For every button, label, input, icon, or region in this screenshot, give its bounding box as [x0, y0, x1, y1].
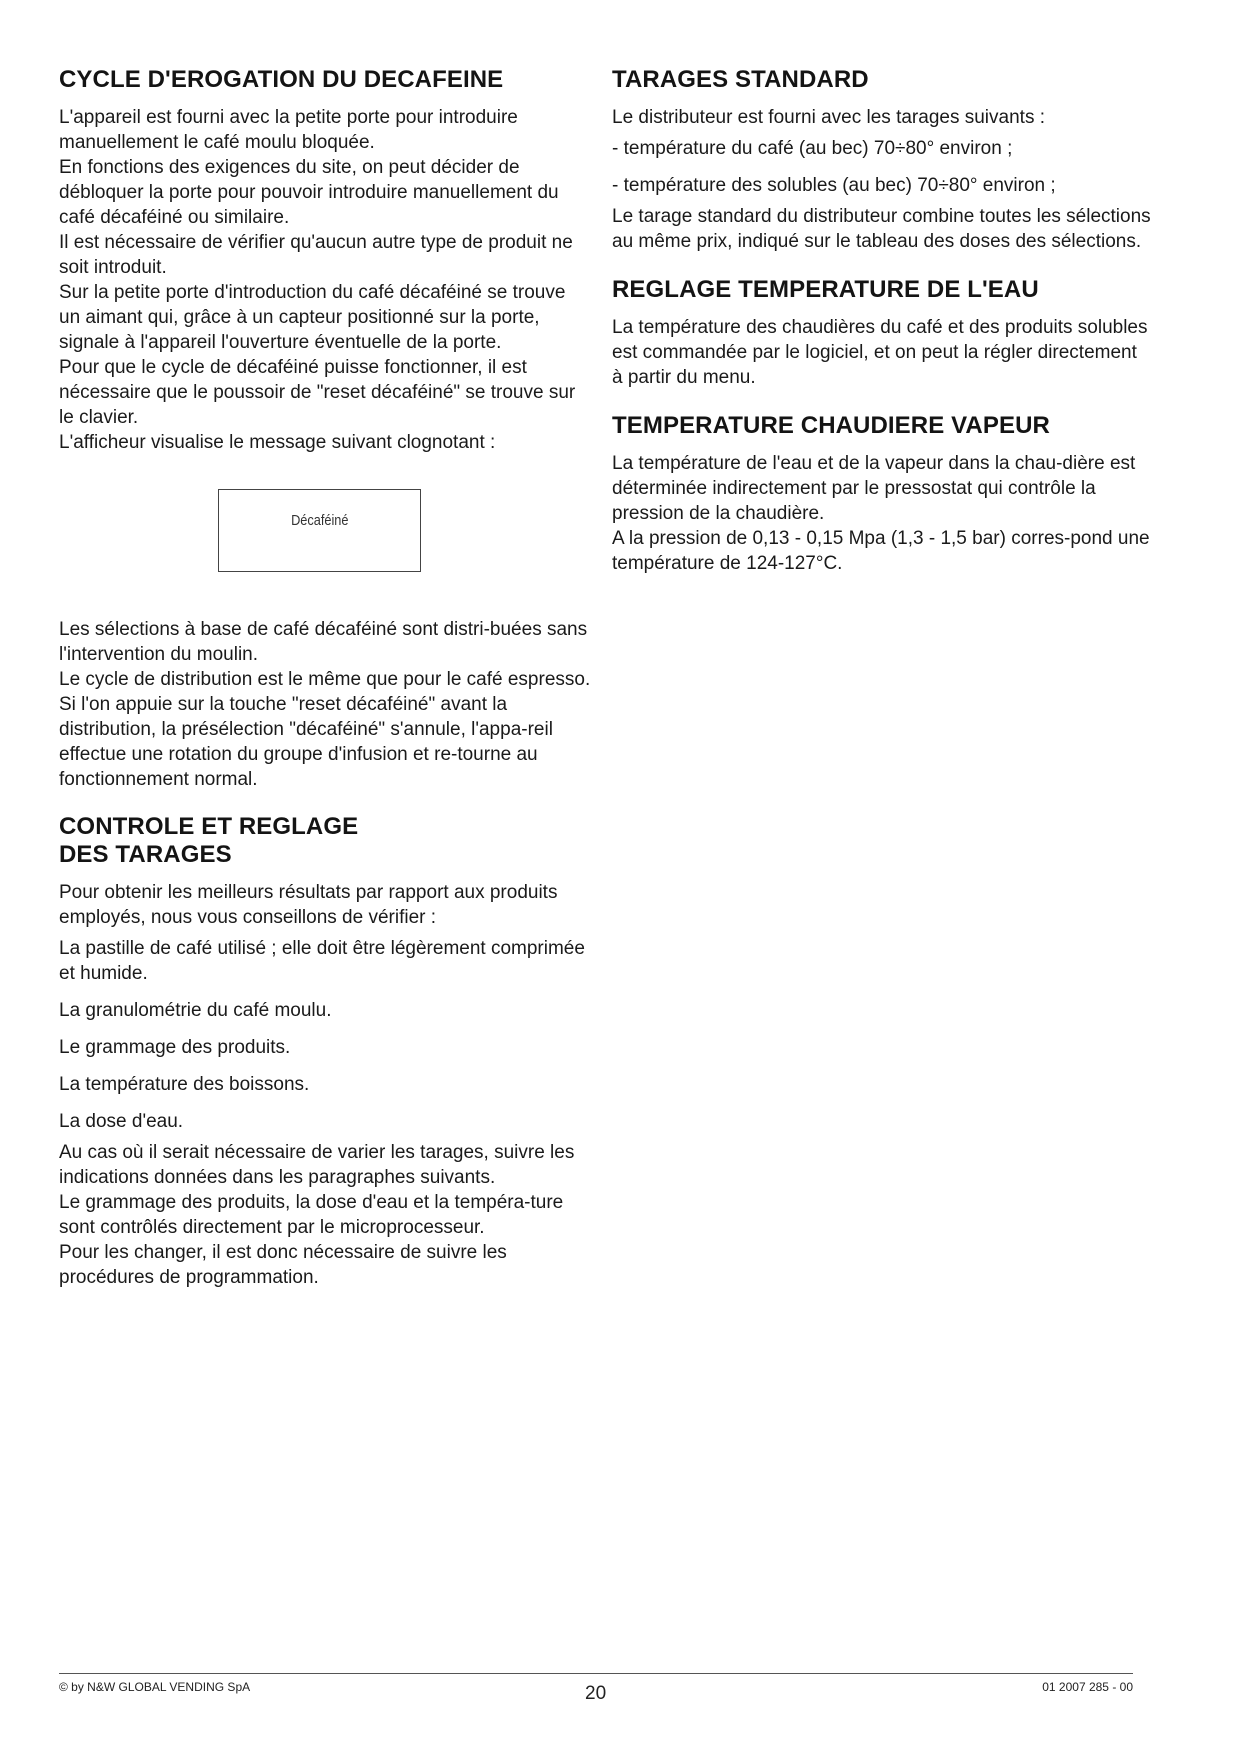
heading-line: CONTROLE ET REGLAGE: [59, 813, 359, 840]
list-item: - température des solubles (au bec) 70÷80° environ ;: [612, 175, 1056, 196]
page-number: 20: [585, 1683, 607, 1704]
paragraph: Au cas où il serait nécessaire de varier les tarages, suivre les indications données dans les paragraphes suivants.: [59, 1142, 575, 1188]
paragraph: Pour les changer, il est donc nécessaire de suivre les procédures de programmation.: [59, 1242, 507, 1288]
checklist-item: La granulométrie du café moulu.: [59, 1000, 332, 1021]
checklist-item: Le grammage des produits.: [59, 1037, 291, 1058]
paragraph: Si l'on appuie sur la touche "reset décaféiné" avant la distribution, la présélection "décaféiné" s'annule, l'appa-reil effectue une rotation du groupe d'infusion et re-tourne au fonctionnement normal.: [59, 694, 553, 790]
paragraph: Les sélections à base de café décaféiné sont distri-buées sans l'intervention du moulin.: [59, 619, 588, 665]
heading-decafeine-cycle: CYCLE D'EROGATION DU DECAFEINE: [59, 66, 504, 93]
paragraph: Le cycle de distribution est le même que pour le café espresso.: [59, 669, 591, 690]
paragraph: Le tarage standard du distributeur combine toutes les sélections au même prix, indiqué sur le tableau des doses des sélections.: [612, 206, 1151, 252]
checklist-item: La dose d'eau.: [59, 1111, 184, 1132]
paragraph: La température des chaudières du café et des produits solubles est commandée par le logiciel, et on peut la régler directement à partir du menu.: [612, 317, 1148, 388]
paragraph: La température de l'eau et de la vapeur dans la chau-dière est déterminée indirectement par le pressostat qui contrôle la pression de la chaudière.: [612, 453, 1136, 524]
footer-copyright: © by N&W GLOBAL VENDING SpA: [59, 1680, 251, 1694]
paragraph: L'afficheur visualise le message suivant clognotant :: [59, 432, 496, 453]
right-column: [612, 66, 1152, 576]
display-message-box: [218, 489, 421, 572]
heading-reglage-temperature: REGLAGE TEMPERATURE DE L'EAU: [612, 276, 1039, 303]
document-code: 01 2007 285 - 00: [1042, 1680, 1133, 1694]
paragraph: Le distributeur est fourni avec les tarages suivants :: [612, 107, 1046, 128]
display-message-text: Décaféiné: [290, 512, 349, 529]
paragraph: La pastille de café utilisé ; elle doit être légèrement comprimée et humide.: [59, 938, 585, 984]
left-column: [59, 66, 591, 1290]
heading-controle-reglage: [59, 813, 591, 869]
heading-line: DES TARAGES: [59, 841, 232, 868]
paragraph: Pour que le cycle de décaféiné puisse fonctionner, il est nécessaire que le poussoir de "reset décaféiné" se trouve sur le clavier.: [59, 357, 576, 428]
paragraph: Le grammage des produits, la dose d'eau et la tempéra-ture sont contrôlés directement par le microprocesseur.: [59, 1192, 564, 1238]
heading-tarages-standard: TARAGES STANDARD: [612, 66, 869, 93]
paragraph: En fonctions des exigences du site, on peut décider de débloquer la porte pour pouvoir introduire manuellement du café décaféiné ou similaire.: [59, 157, 559, 228]
paragraph: L'appareil est fourni avec la petite porte pour introduire manuellement le café moulu bloquée.: [59, 107, 518, 153]
paragraph: A la pression de 0,13 - 0,15 Mpa (1,3 - 1,5 bar) corres-pond une température de 124-127°C.: [612, 528, 1150, 574]
paragraph: Il est nécessaire de vérifier qu'aucun autre type de produit ne soit introduit.: [59, 232, 573, 278]
heading-temperature-chaudiere: TEMPERATURE CHAUDIERE VAPEUR: [612, 412, 1050, 439]
list-item: - température du café (au bec) 70÷80° environ ;: [612, 138, 1013, 159]
checklist-item: La température des boissons.: [59, 1074, 310, 1095]
paragraph: Pour obtenir les meilleurs résultats par rapport aux produits employés, nous vous conseillons de vérifier :: [59, 882, 558, 928]
paragraph: Sur la petite porte d'introduction du café décaféiné se trouve un aimant qui, grâce à un capteur positionné sur la porte, signale à l'appareil l'ouverture éventuelle de la porte.: [59, 282, 566, 353]
footer-divider: [59, 1673, 1133, 1674]
